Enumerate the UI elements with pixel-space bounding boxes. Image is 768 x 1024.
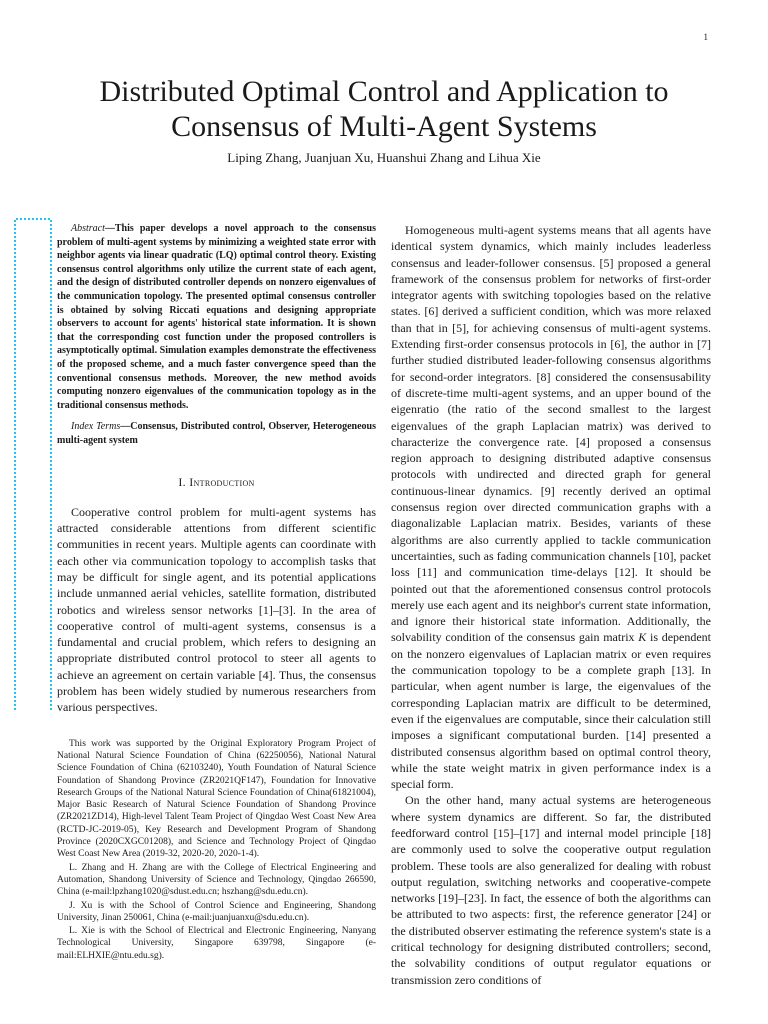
title-line-2: Consensus of Multi-Agent Systems — [171, 110, 597, 143]
page-number: 1 — [703, 32, 708, 42]
footnote-affiliation-xu: J. Xu is with the School of Control Science and Engineering, Shandong University, Jinan 250061, China (e-mail:juanjuanxu@sdu.edu.cn). — [57, 900, 376, 923]
left-column — [57, 222, 376, 963]
body-paragraph-heterogeneous: On the other hand, many actual systems are heterogeneous where system dynamics are different. So far, the distributed feedforward control [15]–[17] and internal model principle [18] are commonly used to solve the cooperative output regulation problem. These tools are also generalized for dealing with robust output regulation, switching networks and cooperative-compete networks [19]–[23]. In fact, the essence of both the algorithms can be attributed to two aspects: first, the reference generator [24] or the distributed observer estimating the reference system's state is a critical technology for designing distributed controllers; second, the solvability conditions of output regulator equations or transmission zero conditions of — [391, 793, 711, 987]
author-list: Liping Zhang, Juanjuan Xu, Huanshui Zhang and Lihua Xie — [227, 150, 541, 165]
footnote-affiliation-zhang: L. Zhang and H. Zhang are with the College of Electrical Engineering and Automation, Shandong University of Science and Technology, Qingdao 266590, China (e-mail:lpzhang1020@sdust.edu.cn; hszhang@sdu.edu.cn). — [57, 862, 376, 898]
footnotes — [57, 738, 376, 962]
footnote-funding: This work was supported by the Original Exploratory Program Project of National Natural Science Foundation of China (62250056), National Natural Science Foundation of China (62103240), Youth Foundation of Natural Science Foundation of Shandong Province (ZR2021QF147), Foundation for Innovative Research Groups of the National Natural Science Foundation of China(61821004), Major Basic Research of Natural Science Foundation of Shandong Province (ZR2021ZD14), High-level Talent Team Project of Qingdao West Coast New Area (RCTD-JC-2019-05), Key Research and Development Program of Shandong Province (2020CXGC01208), and Science and Technology Project of Qingdao West Coast New Area (2019-32, 2020-20, 2020-1-4). — [57, 738, 376, 860]
margin-selection-marker — [14, 220, 52, 710]
math-symbol-k: K — [638, 630, 647, 645]
abstract-label: Abstract — [71, 223, 105, 234]
title-line-1: Distributed Optimal Control and Application to — [99, 75, 669, 108]
index-terms — [57, 420, 376, 447]
right-column — [391, 222, 711, 988]
index-terms-label: Index Terms — [71, 421, 121, 433]
index-terms-text: —Consensus, Distributed control, Observer, Heterogeneous multi-agent system — [57, 421, 377, 446]
abstract — [57, 222, 376, 412]
intro-paragraph: Cooperative control problem for multi-agent systems has attracted considerable attentions from different scientific communities in recent years. Multiple agents can coordinate with each other via communication topology to accomplish tasks that may be difficult for single agent, and its potential applications include unmanned aerial vehicles, satellite formation, distributed robotics and wireless sensor networks [1]–[3]. In the area of cooperative control of multi-agent systems, consensus is a fundamental and crucial problem, which refers to designing an appropriate distributed control protocol to steer all agents to achieve an agreement on certain variable [4]. Thus, the consensus problem has been widely studied by numerous researchers from various perspectives. — [57, 504, 376, 715]
abstract-text: —This paper develops a novel approach to the consensus problem of multi-agent systems by minimizing a weighted state error with neighbor agents via linear quadratic (LQ) optimal control theory. Existing consensus control algorithms only utilize the current state of each agent, and the design of distributed controller depends on nonzero eigenvalues of the communication topology. The presented optimal consensus controller is obtained by solving Riccati equations and designing appropriate observers to account for agents' historical state information. It is shown that the corresponding cost function under the proposed controllers is asymptotically optimal. Simulation examples demonstrate the effectiveness of the proposed scheme, and a much faster convergence speed than the conventional consensus methods. Moreover, the new method avoids computing nonzero eigenvalues of the communication topology as in the traditional consensus methods. — [57, 223, 376, 411]
body-paragraph-homogeneous — [391, 222, 711, 792]
paper-title — [40, 74, 728, 144]
paragraph-text-part1: Homogeneous multi-agent systems means that all agents have identical system dynamics, which mainly includes leaderless consensus and leader-follower consensus. [5] proposed a general framework of the consensus problem for networks of first-order integrator agents with switching topologies based on the relative states. [6] derived a sufficient condition, which was more relaxed than that in [5], for achieving consensus of multi-agent systems. Extending first-order consensus protocols in [6], the author in [7] further studied distributed leader-following consensus algorithms for second-order integrators. [8] considered the consensusability of discrete-time multi-agent systems, and an upper bound of the eigenratio (the ratio of the second smallest to the largest eigenvalues of the graph Laplacian matrix) was derived to characterize the convergence rate. [4] proposed a consensus region approach to designing distributed adaptive consensus protocols with undirected and directed graph for general continuous-linear dynamics. [9] recently derived an optimal consensus region over directed communication graphs with a diagonalizable Laplacian matrix. Besides, variants of these algorithms are also currently applied to tackle communication uncertainties, such as fading communication channels [10], packet loss [11] and communication time-delays [12]. It should be pointed out that the aforementioned consensus control protocols merely use each agent and its neighbor's current state information, and ignore their historical state information. Additionally, the solvability condition of the consensus gain matrix — [391, 223, 711, 645]
section-heading-introduction: I. Introduction — [178, 474, 255, 489]
footnote-affiliation-xie: L. Xie is with the School of Electrical and Electronic Engineering, Nanyang Technological University, Singapore 639798, Singapore (e-mail:ELHXIE@ntu.edu.sg). — [57, 926, 376, 961]
paragraph-text-part2: is dependent on the nonzero eigenvalues of Laplacian matrix or even requires the communication topology to be a complete graph [13]. In particular, when agent number is large, the eigenvalues of the corresponding Laplacian matrix are difficult to be determined, even if the eigenvalues are computable, since their calculation still imposes a significant computational burden. [14] presented a distributed consensus algorithm based on optimal control theory, while the state weight matrix in given performance index is a special form. — [391, 630, 712, 792]
